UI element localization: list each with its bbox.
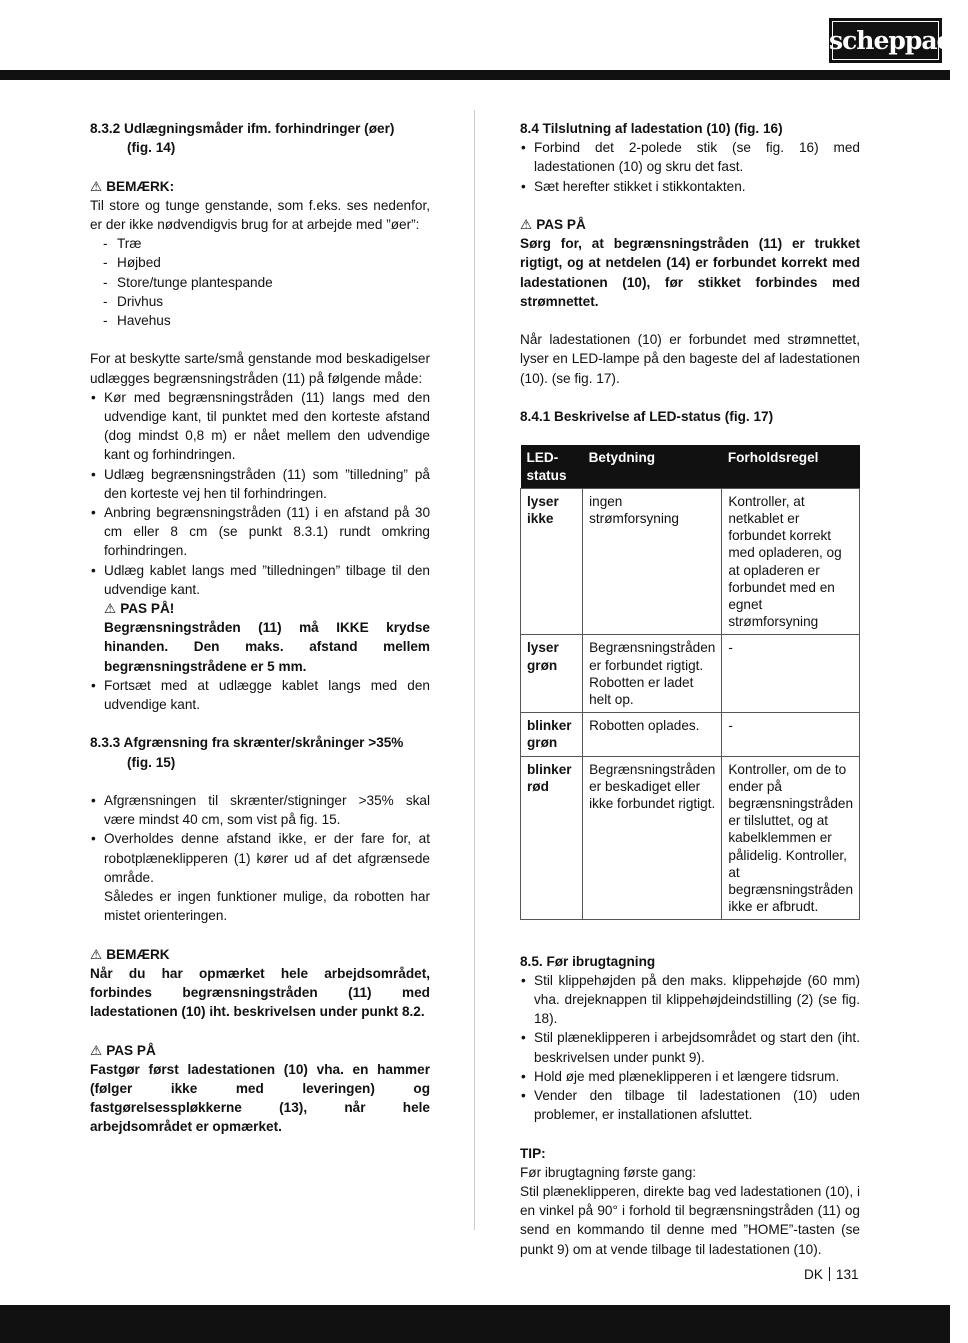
table-header: LED-status xyxy=(521,445,583,488)
list-item: • Fortsæt med at udlægge kablet langs med den udvendige kant. xyxy=(90,676,430,714)
note-heading: ⚠ BEMÆRK xyxy=(90,945,430,964)
list-item: • Stil klippehøjden på den maks. klippehøjde (60 mm) vha. drejeknappen til klippehøjdeindstilling (2) (se fig. 18). xyxy=(520,971,860,1029)
list-item: • Overholdes denne afstand ikke, er der fare for, at robotplæneklipperen (1) kører ud af det afgrænsede område. Således er ingen funktioner mulige, da robotten har mistet orienteringen. xyxy=(90,829,430,925)
left-column xyxy=(90,119,430,1137)
brand-logo: scheppach xyxy=(829,18,942,63)
caution-heading: ⚠ PAS PÅ xyxy=(90,1041,430,1060)
list-item: - Drivhus xyxy=(103,292,430,311)
section-8-3-2-heading: 8.3.2 Udlægningsmåder ifm. forhindringer (øer) (fig. 14) xyxy=(90,121,395,156)
list-item: - Træ xyxy=(103,234,430,253)
list-item: • Anbring begrænsningstråden (11) i en afstand på 30 cm eller 8 cm (se punkt 8.3.1) rundt omkring forhindringen. xyxy=(90,503,430,561)
right-column xyxy=(520,119,860,1259)
column-divider xyxy=(474,110,475,1230)
section-8-5-heading: 8.5. Før ibrugtagning xyxy=(520,953,656,969)
list-item: • Stil plæneklipperen i arbejdsområdet og start den (iht. beskrivelsen under punkt 9). xyxy=(520,1028,860,1066)
warning-icon: ⚠ xyxy=(90,1042,103,1058)
bullet-list xyxy=(90,676,430,714)
bullet-list xyxy=(520,138,860,196)
bullet-list xyxy=(90,791,430,925)
section-8-4-heading: 8.4 Tilslutning af ladestation (10) (fig. 16) xyxy=(520,121,783,136)
list-item: • Forbind det 2-polede stik (se fig. 16) med ladestationen (10) og skru det fast. xyxy=(520,138,860,176)
table-header: Betydning xyxy=(583,445,722,488)
table-row: lyser ikke ingen strømforsyning Kontroller, at netkablet er forbundet korrekt med opladeren, og at opladeren er forbundet med en egnet strømforsyning xyxy=(521,488,860,635)
caution-block: ⚠ PAS PÅ! Begrænsningstråden (11) må IKKE krydse hinanden. Den maks. afstand mellem begrænsningstrådene er 5 mm. xyxy=(104,601,430,674)
warning-icon: ⚠ xyxy=(90,946,103,962)
note-heading: ⚠ BEMÆRK: xyxy=(90,177,430,196)
object-list xyxy=(90,234,430,330)
bullet-list xyxy=(520,971,860,1125)
bullet-list xyxy=(90,388,430,599)
note-text: Når du har opmærket hele arbejdsområdet, forbindes begrænsningstråden (11) med ladestationen (10) iht. beskrivelsen under punkt 8.2. xyxy=(90,965,430,1020)
section-8-4-1-heading: 8.4.1 Beskrivelse af LED-status (fig. 17) xyxy=(520,409,774,424)
page-number: DK 131 xyxy=(804,1267,859,1282)
warning-icon: ⚠ xyxy=(520,217,533,232)
tip-line: Før ibrugtagning første gang: xyxy=(520,1164,697,1180)
led-status-table xyxy=(520,445,860,920)
list-item: • Afgrænsningen til skrænter/stigninger >35% skal være mindst 40 cm, som vist på fig. 15. xyxy=(90,791,430,829)
caution-text: Fastgør først ladestationen (10) vha. en hammer (følger ikke med leveringen) og fastgørelsesspløkkerne (13), når hele arbejdsområdet er opmærket. xyxy=(90,1061,430,1135)
table-row: blinker grøn Robotten oplades. - xyxy=(521,713,860,756)
section-8-3-3-heading: 8.3.3 Afgrænsning fra skrænter/skråninger >35% (fig. 15) xyxy=(90,735,404,770)
warning-icon: ⚠ xyxy=(90,178,103,194)
list-item: • Udlæg begrænsningstråden (11) som ”tilledning” på den korteste vej hen til forhindringen. xyxy=(90,465,430,503)
tip-text: Stil plæneklipperen, direkte bag ved ladestationen (10), i en vinkel på 90° i forhold til begrænsningstråden (11) og send en kommando til denne med ”HOME”-tasten (se punkt 9) om at vende tilbage til ladestationen (10). xyxy=(520,1184,860,1257)
table-row: lyser grøn Begrænsningstråden er forbundet rigtigt. Robotten er ladet helt op. - xyxy=(521,635,860,713)
footer-bar xyxy=(0,1305,950,1343)
note-text: Til store og tunge genstande, som f.eks. ses nedenfor, er der ikke nødvendigvis brug for at arbejde med ”øer”: xyxy=(90,197,430,232)
list-item: • Sæt herefter stikket i stikkontakten. xyxy=(520,177,860,196)
list-item: - Store/tunge plantespande xyxy=(103,273,430,292)
table-header: Forholdsregel xyxy=(722,445,860,488)
list-item: • Kør med begrænsningstråden (11) langs med den udvendige kant, til punktet med den korteste afstand (dog mindst 0,8 m) er nået mellem den udvendige kant og forhindringen. xyxy=(90,388,430,465)
list-item: - Højbed xyxy=(103,253,430,272)
list-item: • Hold øje med plæneklipperen i et længere tidsrum. xyxy=(520,1067,860,1086)
caution-text: Sørg for, at begrænsningstråden (11) er trukket rigtigt, og at netdelen (14) er forbundet korrekt med ladestationen (10), før stikket forbindes med strømnettet. xyxy=(520,236,860,309)
header-bar xyxy=(0,70,950,80)
list-item: • Udlæg kablet langs med ”tilledningen” tilbage til den udvendige kant. xyxy=(90,561,430,599)
list-item: • Vender den tilbage til ladestationen (10) uden problemer, er installationen afsluttet. xyxy=(520,1086,860,1124)
warning-icon: ⚠ xyxy=(104,601,117,617)
list-item: - Havehus xyxy=(103,311,430,330)
paragraph: For at beskytte sarte/små genstande mod beskadigelser udlægges begrænsningstråden (11) på følgende måde: xyxy=(90,351,430,386)
tip-heading: TIP: xyxy=(520,1145,546,1161)
table-row: blinker rød Begrænsningstråden er beskadiget eller ikke forbundet rigtigt. Kontroller, om de to ender på begrænsningstråden er tilsluttet, og at kabelklemmen er pålidelig. Kontroller, at begrænsningstråden ikke er afbrudt. xyxy=(521,756,860,920)
paragraph: Når ladestationen (10) er forbundet med strømnettet, lyser en LED-lampe på den bageste del af ladestationen (10). (se fig. 17). xyxy=(520,332,860,386)
caution-heading: ⚠ PAS PÅ xyxy=(520,215,860,234)
